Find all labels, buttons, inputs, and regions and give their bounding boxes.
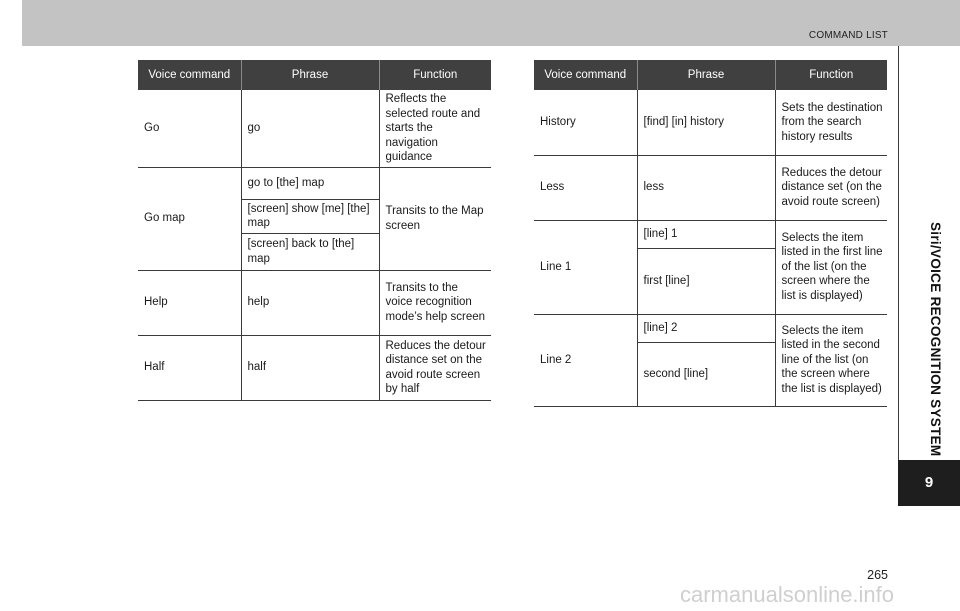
column-header-function: Function xyxy=(379,60,491,90)
phrase-cell: less xyxy=(637,155,775,220)
voice-command-cell: Less xyxy=(534,155,637,220)
function-cell: Reflects the selected route and starts the navigation guidance xyxy=(379,90,491,167)
voice-command-cell: Go xyxy=(138,90,241,167)
command-table-left xyxy=(138,60,491,401)
column-header-phrase: Phrase xyxy=(637,60,775,90)
function-cell: Reduces the detour distance set (on the avoid route screen) xyxy=(775,155,887,220)
voice-command-cell: Help xyxy=(138,270,241,335)
voice-command-cell: Half xyxy=(138,335,241,400)
phrase-cell: help xyxy=(241,270,379,335)
table-row xyxy=(534,155,887,220)
function-cell: Selects the item listed in the second line of the list (on the screen where the list is displayed) xyxy=(775,314,887,406)
phrase-cell: go to [the] map xyxy=(241,167,379,199)
function-cell: Transits to the voice recognition mode’s help screen xyxy=(379,270,491,335)
column-header-voice-command: Voice command xyxy=(534,60,637,90)
table-header-row xyxy=(138,60,491,90)
phrase-cell: first [line] xyxy=(637,248,775,314)
column-header-phrase: Phrase xyxy=(241,60,379,90)
chapter-tab-label: Siri/VOICE RECOGNITION SYSTEM xyxy=(928,222,943,457)
table-row xyxy=(138,90,491,167)
chapter-side-tab xyxy=(898,0,960,611)
watermark-text: carmanualsonline.info xyxy=(680,582,895,607)
table-row xyxy=(138,335,491,400)
command-table-right xyxy=(534,60,887,407)
column-header-function: Function xyxy=(775,60,887,90)
voice-command-cell: Go map xyxy=(138,167,241,270)
phrase-cell: [line] 1 xyxy=(637,220,775,248)
page-number: 265 xyxy=(867,568,888,582)
column-header-voice-command: Voice command xyxy=(138,60,241,90)
function-cell: Reduces the detour distance set on the avoid route screen by half xyxy=(379,335,491,400)
phrase-cell: [line] 2 xyxy=(637,314,775,342)
table-header-row xyxy=(534,60,887,90)
phrase-cell: [screen] show [me] [the] map xyxy=(241,199,379,233)
tab-divider-line xyxy=(898,46,899,460)
section-title: COMMAND LIST xyxy=(808,30,888,41)
function-cell: Transits to the Map screen xyxy=(379,167,491,270)
chapter-number-box: 9 xyxy=(898,460,960,506)
function-cell: Selects the item listed in the first line of the list (on the screen where the list is displayed) xyxy=(775,220,887,314)
table-row xyxy=(534,314,887,342)
table-row xyxy=(534,90,887,155)
phrase-cell: go xyxy=(241,90,379,167)
function-cell: Sets the destination from the search history results xyxy=(775,90,887,155)
phrase-cell: [find] [in] history xyxy=(637,90,775,155)
table-row xyxy=(534,220,887,248)
phrase-cell: second [line] xyxy=(637,342,775,406)
table-row xyxy=(138,270,491,335)
phrase-cell: [screen] back to [the] map xyxy=(241,233,379,270)
table-row xyxy=(138,167,491,199)
voice-command-cell: Line 2 xyxy=(534,314,637,406)
voice-command-cell: History xyxy=(534,90,637,155)
phrase-cell: half xyxy=(241,335,379,400)
voice-command-cell: Line 1 xyxy=(534,220,637,314)
